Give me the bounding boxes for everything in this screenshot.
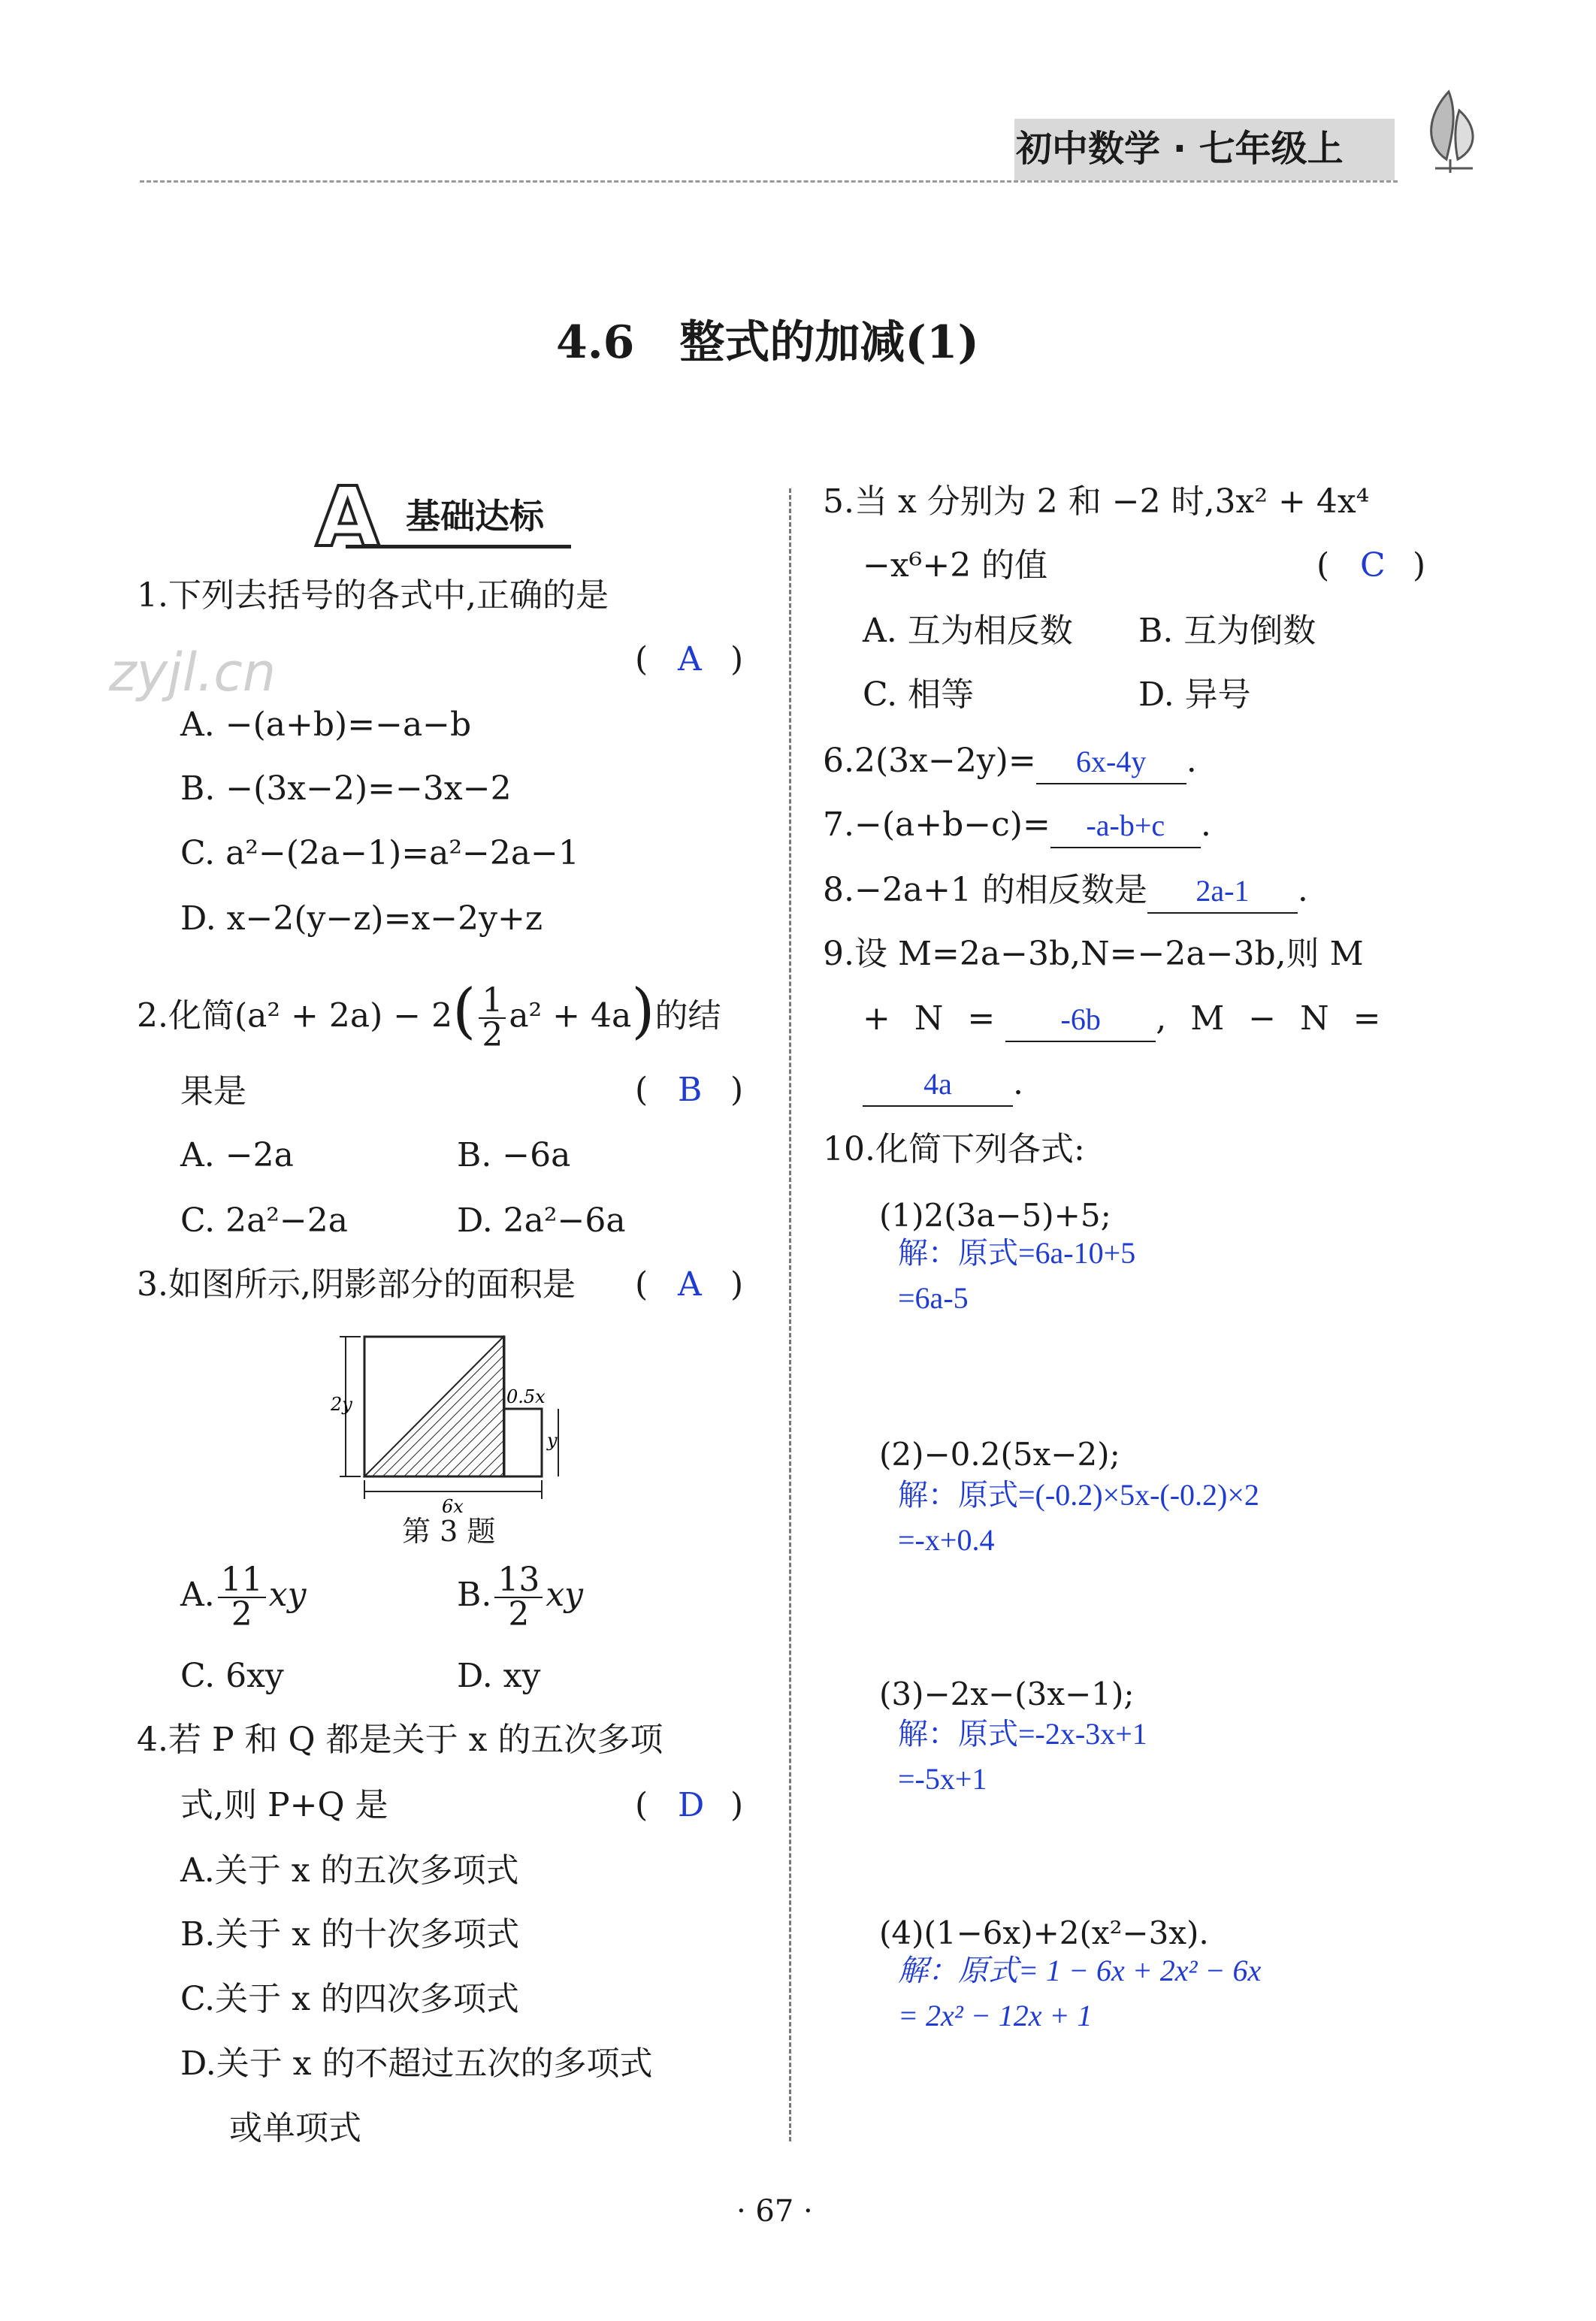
q3-label-05x: 0.5x	[506, 1386, 546, 1407]
q3-figure	[331, 1326, 579, 1522]
q3-answer: A	[678, 1265, 702, 1304]
q2-paren-left: (	[635, 1071, 648, 1109]
q4-paren-left: (	[635, 1786, 648, 1824]
watermark: zyjl.cn	[109, 642, 277, 703]
q9-stem-cont-a: + N =	[863, 999, 996, 1038]
q10-part3-step2: =-5x+1	[898, 1762, 987, 1796]
q8-end: .	[1297, 871, 1308, 909]
q10-part4: (4)(1−6x)+2(x²−3x).	[879, 1915, 1209, 1951]
q10-part1-step1: 解：原式=6a-10+5	[898, 1236, 1136, 1270]
q3-a-prefix: A.	[180, 1576, 215, 1614]
q5-option-d: D. 异号	[1138, 675, 1251, 714]
q2-option-b: B. −6a	[457, 1136, 571, 1174]
q3-caption: 第 3 题	[402, 1515, 496, 1548]
q7-stem: 7.−(a+b−c)=	[823, 805, 1050, 844]
q3-stem: 3.如图所示,阴影部分的面积是	[137, 1265, 576, 1304]
q3-option-b	[457, 1561, 583, 1631]
q3-b-fraction	[494, 1560, 543, 1633]
q6-end: .	[1186, 742, 1197, 780]
badge-underline	[346, 545, 571, 549]
q4-paren-right: )	[730, 1786, 744, 1824]
q9-stem-cont-b: , M − N =	[1156, 999, 1381, 1038]
q4-stem-cont: 式,则 P+Q 是	[180, 1786, 388, 1824]
q3-option-d: D. xy	[457, 1657, 541, 1695]
q3-a-num: 11	[218, 1564, 266, 1598]
q9-end: .	[1013, 1064, 1023, 1102]
section-badge	[316, 469, 571, 565]
q7-answer: -a-b+c	[1050, 805, 1201, 848]
q3-label-y: y	[547, 1430, 558, 1451]
q8-stem: 8.−2a+1 的相反数是	[823, 871, 1147, 909]
q2-option-a: A. −2a	[180, 1136, 294, 1174]
q10-part3: (3)−2x−(3x−1);	[879, 1676, 1135, 1712]
q10-part1-step2: =6a-5	[898, 1281, 969, 1315]
q2-stem-b: a² + 4a	[509, 996, 632, 1035]
q3-label-6x: 6x	[442, 1496, 464, 1517]
q4-option-a: A.关于 x 的五次多项式	[180, 1851, 519, 1890]
q6-stem: 6.2(3x−2y)=	[823, 742, 1036, 780]
q6-line	[823, 740, 1197, 784]
q2-stem-c: 的结	[654, 996, 721, 1035]
badge-label: 基础达标	[406, 496, 544, 536]
q2-fraction	[479, 981, 506, 1054]
q3-a-var: xy	[268, 1576, 307, 1614]
q2-frac-num: 1	[479, 984, 506, 1019]
q3-option-c: C. 6xy	[180, 1657, 284, 1695]
q3-small-rect	[504, 1409, 542, 1476]
q5-stem-cont: −x⁶+2 的值	[863, 546, 1048, 585]
q10-stem: 10.化简下列各式:	[823, 1130, 1085, 1168]
q10-part3-step1: 解：原式=-2x-3x+1	[898, 1717, 1147, 1751]
q5-paren-left: (	[1316, 546, 1330, 585]
badge-letter: A	[316, 469, 380, 565]
q10-part4-step2: = 2x² − 12x + 1	[898, 1999, 1093, 2032]
q3-paren-left: (	[635, 1265, 648, 1304]
q3-shaded-triangle	[364, 1337, 503, 1476]
q4-option-c: C.关于 x 的四次多项式	[180, 1980, 519, 2018]
q2-paren-right: )	[730, 1071, 744, 1109]
q10-part2-step1: 解：原式=(-0.2)×5x-(-0.2)×2	[898, 1478, 1259, 1512]
q4-answer: D	[678, 1786, 705, 1824]
q4-option-b: B.关于 x 的十次多项式	[180, 1915, 520, 1954]
q4-stem: 4.若 P 和 Q 都是关于 x 的五次多项	[137, 1721, 663, 1759]
q2-option-d: D. 2a²−6a	[457, 1201, 626, 1240]
q10-part2: (2)−0.2(5x−2);	[879, 1436, 1120, 1473]
page-number: · 67 ·	[736, 2194, 813, 2229]
q3-a-den: 2	[231, 1594, 252, 1633]
q2-answer: B	[678, 1071, 703, 1109]
header-title: 初中数学 · 七年级上	[1016, 128, 1344, 170]
q4-option-d-cont: 或单项式	[229, 2109, 361, 2147]
header-rule	[140, 180, 1398, 183]
q1-option-c: C. a²−(2a−1)=a²−2a−1	[180, 834, 579, 872]
q9-answer-2: 4a	[863, 1063, 1013, 1107]
q1-option-a: A. −(a+b)=−a−b	[180, 706, 472, 744]
q5-option-a: A. 互为相反数	[863, 612, 1073, 650]
q3-b-num: 13	[494, 1564, 543, 1598]
q5-answer: C	[1360, 546, 1386, 585]
q9-line2	[863, 998, 1380, 1042]
q3-label-2y: 2y	[331, 1394, 352, 1415]
q3-paren-right: )	[730, 1265, 744, 1304]
q6-answer: 6x-4y	[1036, 741, 1186, 784]
q2-frac-den: 2	[482, 1016, 503, 1054]
q3-a-fraction	[218, 1560, 266, 1633]
q7-end: .	[1200, 805, 1211, 844]
q1-stem: 1.下列去括号的各式中,正确的是	[137, 576, 609, 615]
q3-b-var: xy	[546, 1576, 583, 1614]
q5-paren-right: )	[1413, 546, 1426, 585]
q2-stem-cont: 果是	[180, 1072, 246, 1111]
q1-option-b: B. −(3x−2)=−3x−2	[180, 769, 512, 808]
q3-b-prefix: B.	[457, 1576, 492, 1614]
q2-stem-a: 2.化简(a² + 2a) − 2	[137, 996, 453, 1035]
q1-paren-right: )	[730, 640, 744, 678]
q7-line	[823, 804, 1211, 848]
q3-option-a	[180, 1561, 306, 1631]
q9-answer-1: -6b	[1005, 999, 1156, 1042]
q10-part4-step1: 解：原式= 1 − 6x + 2x² − 6x	[898, 1954, 1262, 1987]
q2-option-c: C. 2a²−2a	[180, 1201, 349, 1240]
q5-stem: 5.当 x 分别为 2 和 −2 时,3x² + 4x⁴	[823, 482, 1370, 521]
q9-stem: 9.设 M=2a−3b,N=−2a−3b,则 M	[823, 935, 1364, 973]
leaf-logo-icon	[1413, 84, 1488, 174]
section-title: 4.6 整式的加减(1)	[556, 316, 979, 369]
q10-part1: (1)2(3a−5)+5;	[879, 1197, 1111, 1234]
q8-line	[823, 869, 1308, 914]
q1-option-d: D. x−2(y−z)=x−2y+z	[180, 899, 543, 938]
q9-line3	[863, 1062, 1023, 1107]
q10-part2-step2: =-x+0.4	[898, 1523, 995, 1557]
q1-answer: A	[678, 640, 702, 678]
column-divider	[789, 488, 791, 2141]
q1-paren-left: (	[635, 640, 648, 678]
q8-answer: 2a-1	[1147, 870, 1298, 914]
q2-stem: 2.化简(a² + 2a) − 2( $\frac{1}{2}$ a² + 4a)的结	[137, 975, 721, 1054]
q5-option-c: C. 相等	[863, 675, 975, 714]
q3-b-den: 2	[508, 1594, 530, 1633]
q4-option-d: D.关于 x 的不超过五次的多项式	[180, 2044, 653, 2083]
q5-option-b: B. 互为倒数	[1138, 612, 1316, 650]
